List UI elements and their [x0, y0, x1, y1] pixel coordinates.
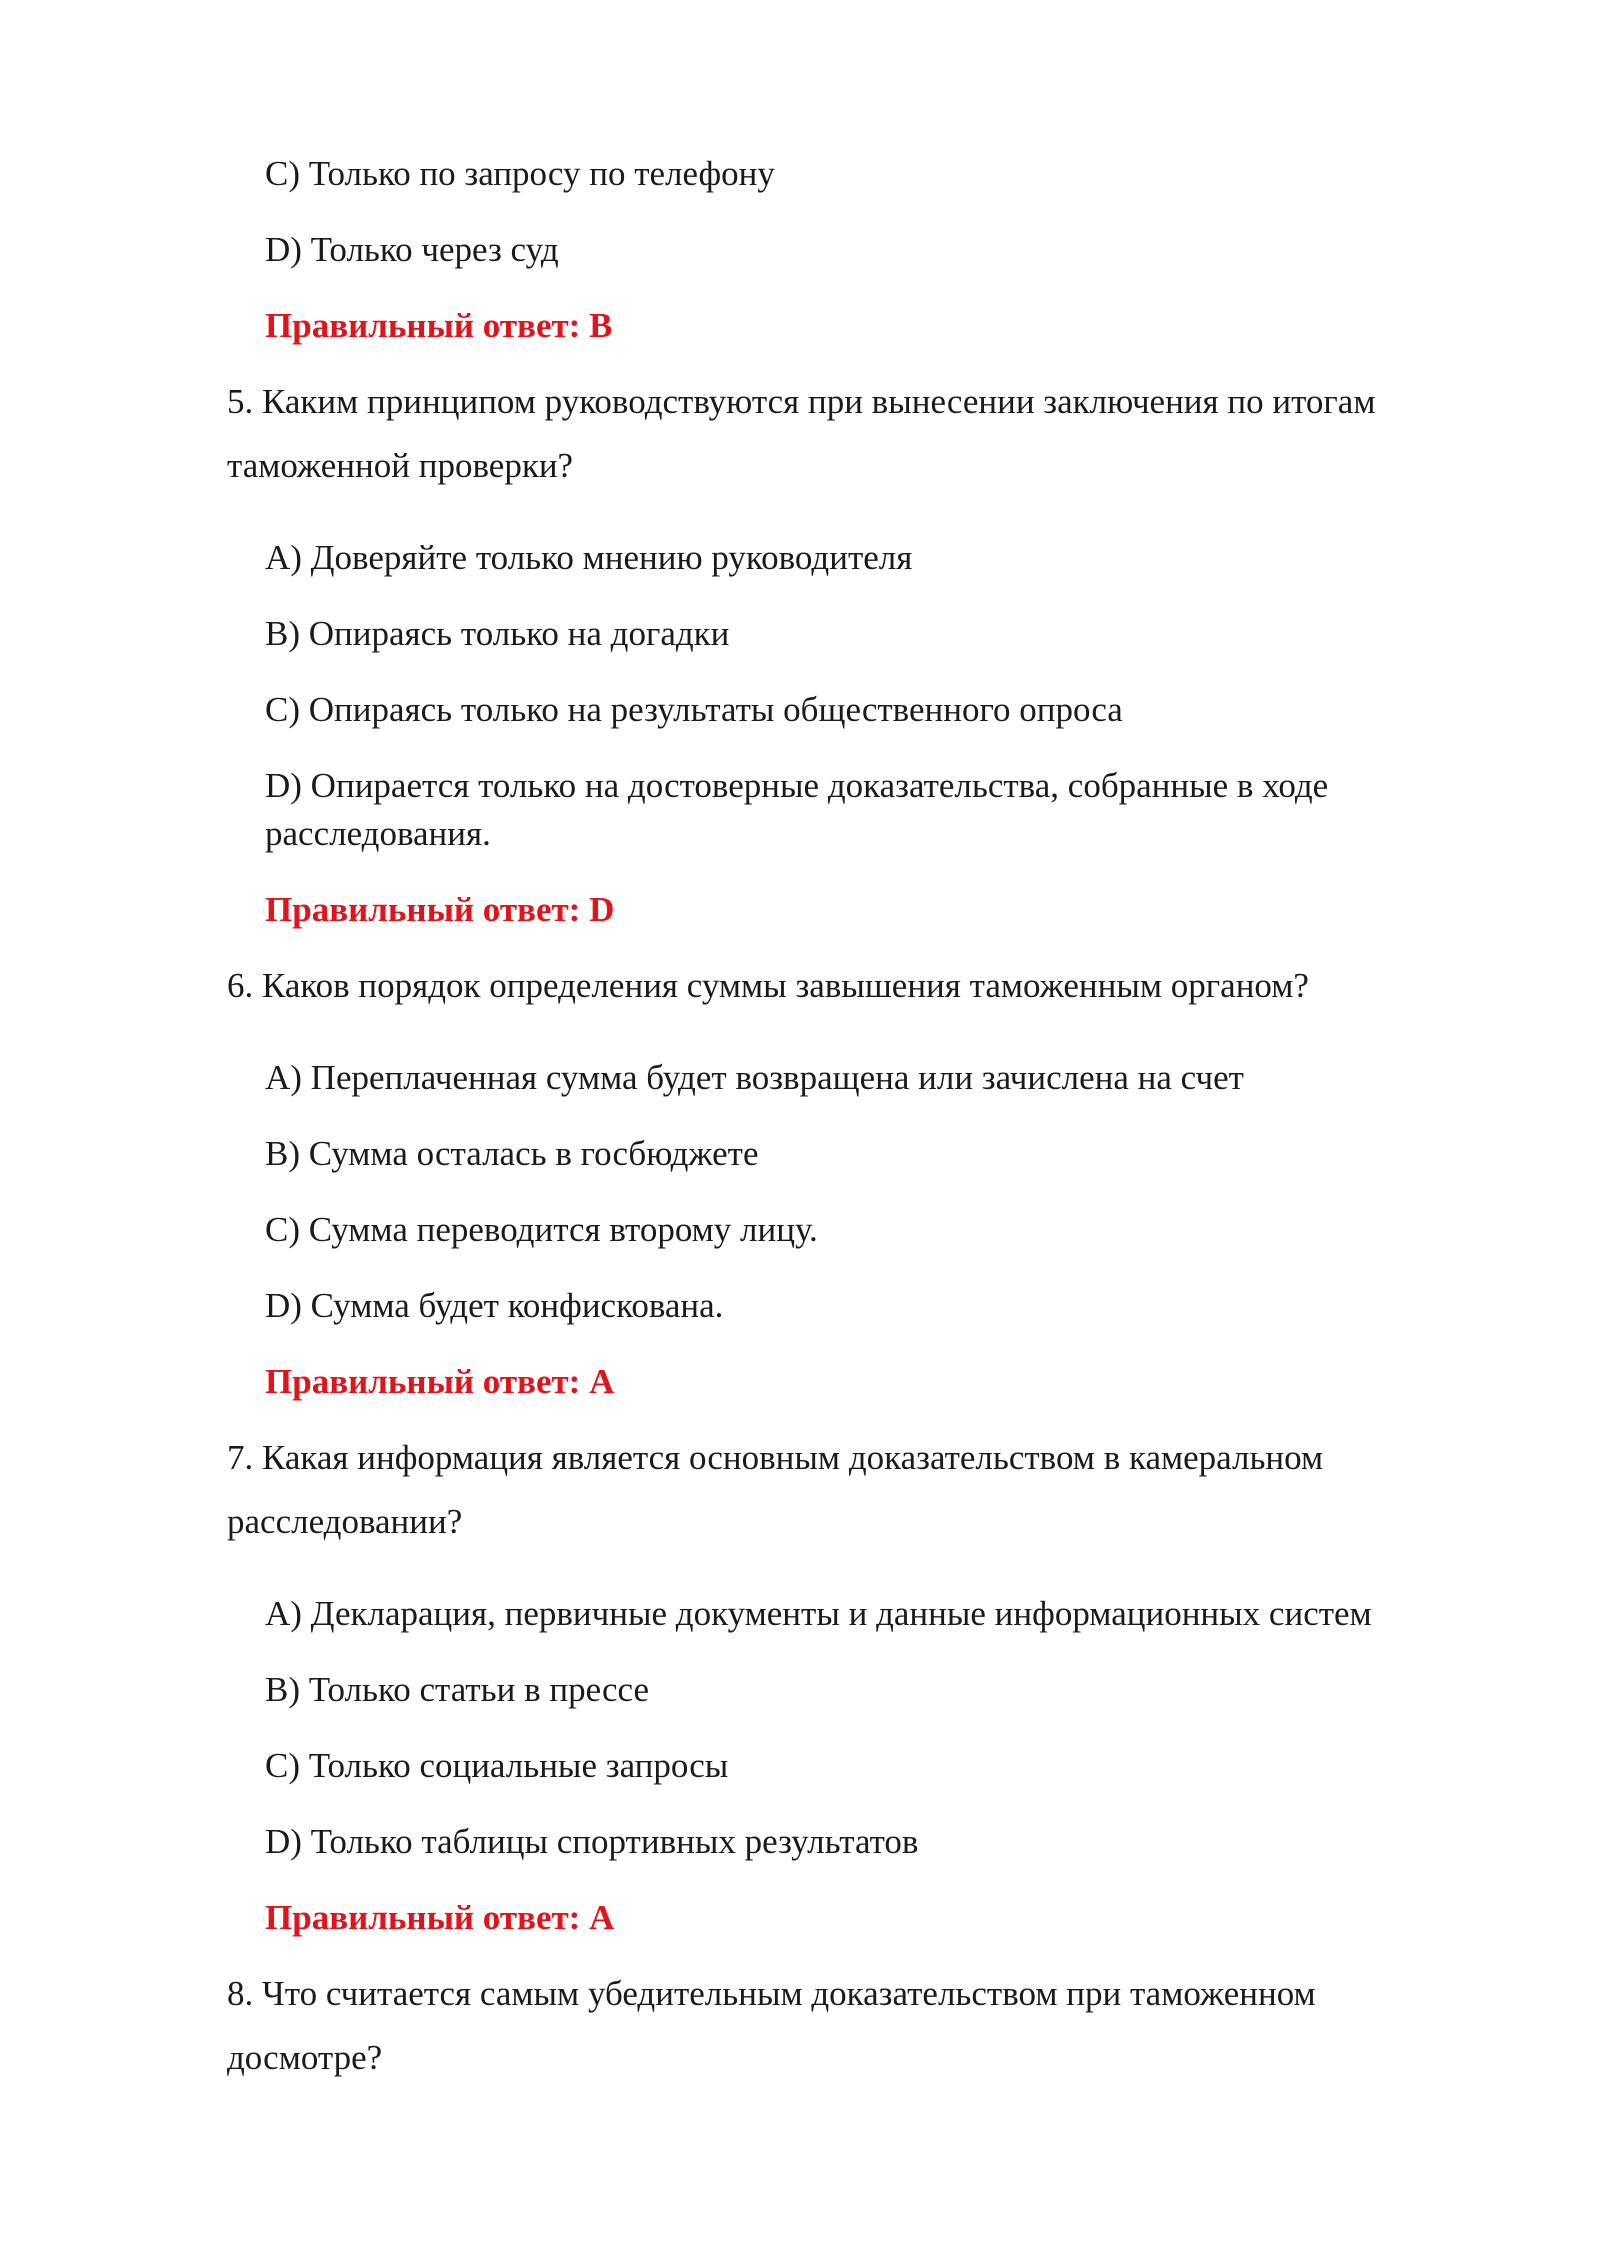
question-8-text: 8. Что считается самым убедительным доказательством при таможенном: [227, 1974, 1316, 2013]
question-7-option-a: A) Декларация, первичные документы и данные информационных систем: [265, 1594, 1372, 1633]
question-7-correct-answer: Правильный ответ: A: [265, 1898, 615, 1937]
question-5-text-cont: таможенной проверки?: [227, 446, 574, 485]
question-6-option-a: A) Переплаченная сумма будет возвращена или зачислена на счет: [265, 1058, 1244, 1097]
question-5-option-d-cont: расследования.: [265, 814, 491, 853]
question-5-option-c: C) Опираясь только на результаты общественного опроса: [265, 690, 1123, 729]
question-5-correct-answer: Правильный ответ: D: [265, 890, 615, 929]
question-5-text: 5. Каким принципом руководствуются при вынесении заключения по итогам: [227, 382, 1376, 421]
question-5-option-d: D) Опирается только на достоверные доказательства, собранные в ходе: [265, 766, 1329, 805]
question-7-option-d: D) Только таблицы спортивных результатов: [265, 1822, 919, 1861]
option-d: D) Только через суд: [265, 230, 559, 269]
question-6-option-c: C) Сумма переводится второму лицу.: [265, 1210, 818, 1249]
question-7-text-cont: расследовании?: [227, 1502, 463, 1541]
question-5-option-b: B) Опираясь только на догадки: [265, 614, 730, 653]
question-5-option-a: A) Доверяйте только мнению руководителя: [265, 538, 913, 577]
question-6-correct-answer: Правильный ответ: A: [265, 1362, 615, 1401]
question-8-text-cont: досмотре?: [227, 2038, 383, 2077]
option-c: C) Только по запросу по телефону: [265, 154, 775, 193]
question-6-option-d: D) Сумма будет конфискована.: [265, 1286, 724, 1325]
correct-answer: Правильный ответ: B: [265, 306, 613, 345]
question-7-option-b: B) Только статьи в прессе: [265, 1670, 650, 1709]
question-6-option-b: B) Сумма осталась в госбюджете: [265, 1134, 759, 1173]
question-6-text: 6. Каков порядок определения суммы завышения таможенным органом?: [227, 966, 1309, 1005]
question-7-text: 7. Какая информация является основным доказательством в камеральном: [227, 1438, 1324, 1477]
question-7-option-c: C) Только социальные запросы: [265, 1746, 729, 1785]
